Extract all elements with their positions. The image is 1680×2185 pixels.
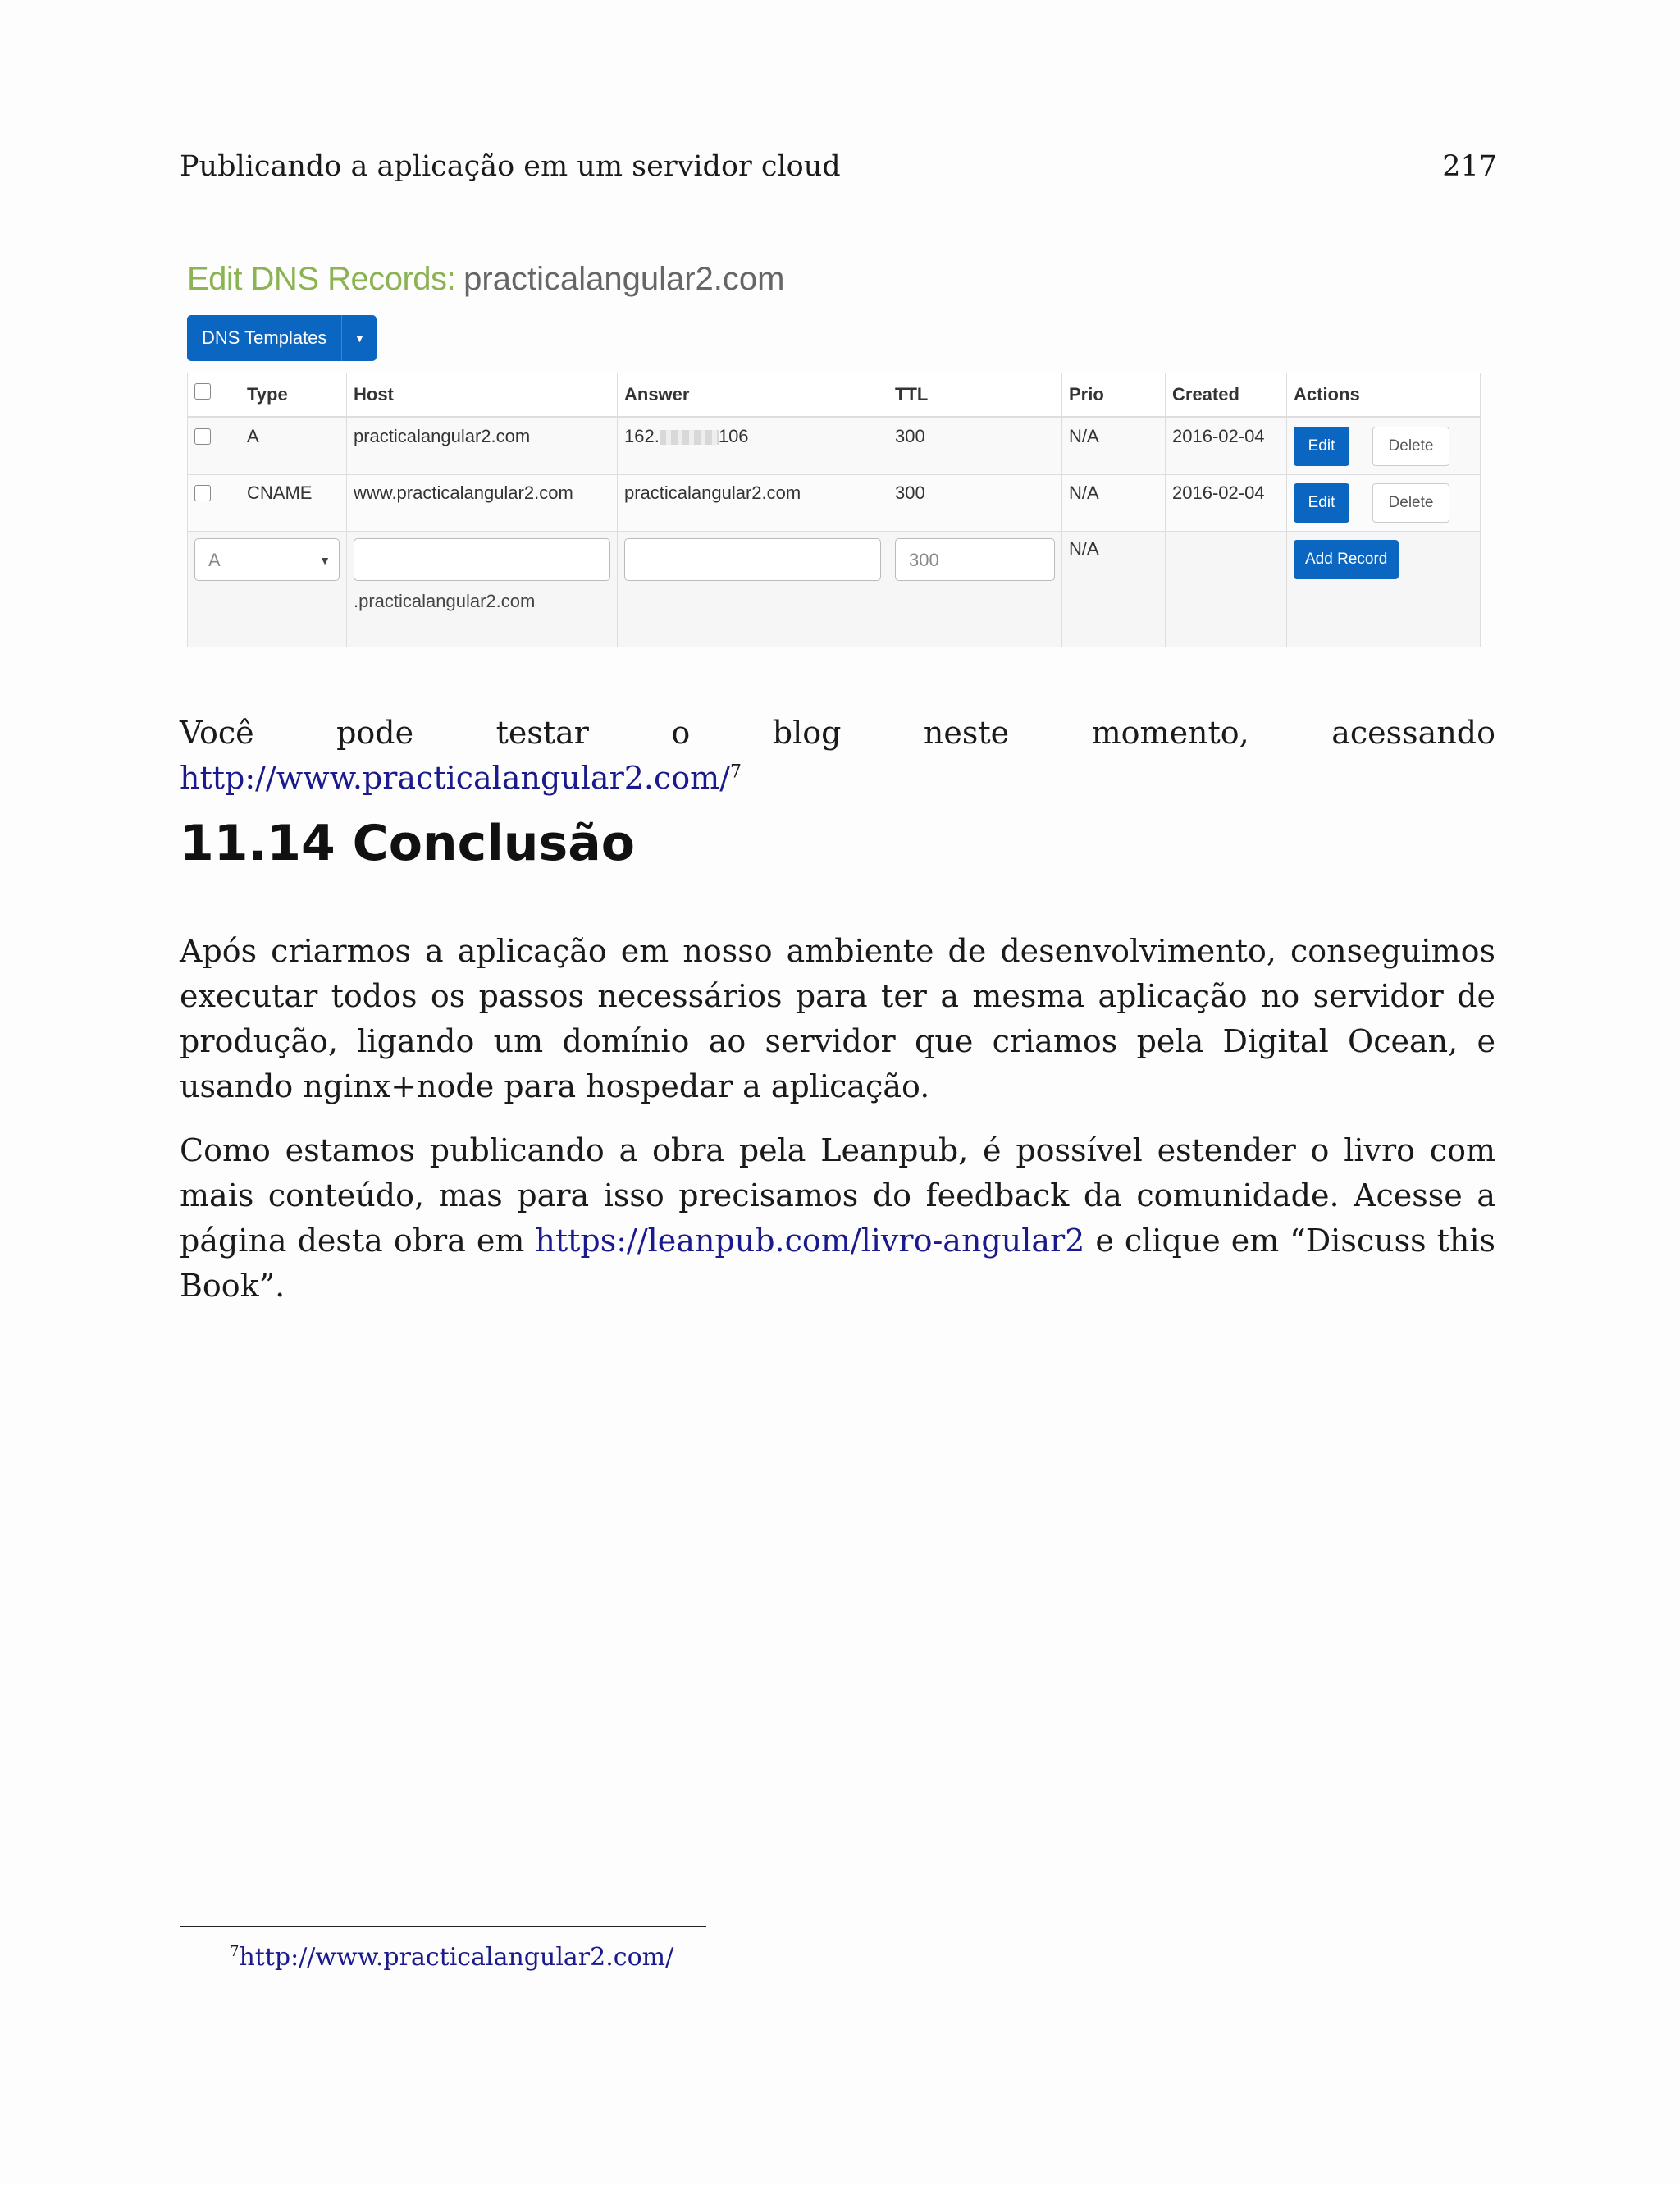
- running-header: [180, 146, 1497, 187]
- test-blog-text: Você pode testar o blog neste momento, acessando: [180, 715, 1495, 751]
- dns-title-label: Edit DNS Records:: [187, 261, 456, 297]
- record-created: 2016-02-04: [1166, 418, 1287, 475]
- dns-page-title: [187, 256, 784, 302]
- record-type: A: [240, 418, 347, 475]
- dns-templates-label: DNS Templates: [202, 327, 327, 348]
- new-record-answer-cell: [618, 532, 888, 647]
- record-ttl: 300: [888, 475, 1062, 532]
- chevron-down-icon[interactable]: ▼: [341, 315, 377, 361]
- table-row: [188, 475, 1481, 532]
- record-host: www.practicalangular2.com: [347, 475, 618, 532]
- record-created: 2016-02-04: [1166, 475, 1287, 532]
- host-suffix: .practicalangular2.com: [354, 591, 536, 611]
- new-record-ttl-cell: [888, 532, 1062, 647]
- record-type-select[interactable]: [194, 538, 340, 581]
- record-prio: N/A: [1062, 418, 1166, 475]
- dns-records-screenshot: [180, 246, 1485, 656]
- column-header-ttl: TTL: [888, 373, 1062, 418]
- table-header-row: [188, 373, 1481, 418]
- record-answer: practicalangular2.com: [618, 475, 888, 532]
- edit-button[interactable]: Edit: [1294, 427, 1349, 466]
- new-record-created: [1166, 532, 1287, 647]
- row-checkbox[interactable]: [194, 428, 211, 445]
- blog-url-link[interactable]: http://www.practicalangular2.com/: [180, 760, 730, 796]
- test-blog-paragraph: [180, 711, 1495, 801]
- host-input[interactable]: [354, 538, 610, 581]
- dns-records-table: [187, 373, 1481, 647]
- dropdown-arrow-icon: ▼: [319, 554, 331, 567]
- dns-templates-button[interactable]: [187, 315, 377, 361]
- leanpub-link[interactable]: https://leanpub.com/livro-angular2: [535, 1223, 1085, 1259]
- leanpub-paragraph: [180, 1128, 1495, 1309]
- row-select-cell: [188, 475, 240, 532]
- new-record-type-cell: [188, 532, 347, 647]
- column-header-host: Host: [347, 373, 618, 418]
- conclusion-paragraph: Após criarmos a aplicação em nosso ambiente de desenvolvimento, conseguimos executar todos os passos necessários para ter a mesma aplicação no servidor de produção, ligando um domínio ao servidor que criamos pela Digital Ocean, e usando nginx+node para hospedar a aplicação.: [180, 933, 1495, 1104]
- answer-input[interactable]: [624, 538, 881, 581]
- table-row: [188, 418, 1481, 475]
- new-record-row: [188, 532, 1481, 647]
- page-number: 217: [1442, 150, 1497, 183]
- column-header-prio: Prio: [1062, 373, 1166, 418]
- record-actions: [1287, 475, 1481, 532]
- add-record-button[interactable]: Add Record: [1294, 540, 1399, 579]
- delete-button[interactable]: Delete: [1372, 427, 1449, 466]
- new-record-prio: N/A: [1062, 532, 1166, 647]
- record-answer-prefix: 162.: [624, 426, 660, 446]
- row-select-cell: [188, 418, 240, 475]
- footnote: [230, 1941, 673, 1974]
- new-record-actions: [1287, 532, 1481, 647]
- record-ttl: 300: [888, 418, 1062, 475]
- edit-button[interactable]: Edit: [1294, 483, 1349, 523]
- footnote-divider: [180, 1926, 706, 1927]
- record-host: practicalangular2.com: [347, 418, 618, 475]
- ttl-input[interactable]: 300: [895, 538, 1055, 581]
- column-header-actions: Actions: [1287, 373, 1481, 418]
- section-heading: 11.14 Conclusão: [180, 815, 635, 872]
- new-record-host-cell: [347, 532, 618, 647]
- redacted-ip-segment: [660, 430, 719, 445]
- footnote-link[interactable]: http://www.practicalangular2.com/: [239, 1943, 674, 1972]
- record-type: CNAME: [240, 475, 347, 532]
- dns-title-domain: practicalangular2.com: [463, 261, 785, 297]
- row-checkbox[interactable]: [194, 485, 211, 501]
- select-all-cell: [188, 373, 240, 418]
- footnote-number: 7: [230, 1943, 240, 1960]
- leanpub-text-after: e clique em “Discuss this Book”.: [180, 1223, 1495, 1304]
- delete-button[interactable]: Delete: [1372, 483, 1449, 523]
- running-header-title: Publicando a aplicação em um servidor cloud: [180, 150, 841, 183]
- column-header-answer: Answer: [618, 373, 888, 418]
- column-header-type: Type: [240, 373, 347, 418]
- leanpub-text-before: Como estamos publicando a obra pela Leanpub, é possível estender o livro com mais conteúdo, mas para isso precisamos do feedback da comunidade. Acesse a página desta obra em: [180, 1132, 1495, 1259]
- footnote-ref[interactable]: 7: [730, 761, 742, 783]
- record-prio: N/A: [1062, 475, 1166, 532]
- record-answer: [618, 418, 888, 475]
- record-actions: [1287, 418, 1481, 475]
- column-header-created: Created: [1166, 373, 1287, 418]
- select-all-checkbox[interactable]: [194, 383, 211, 400]
- record-answer-suffix: 106: [718, 426, 749, 446]
- record-type-select-value: A: [208, 550, 221, 570]
